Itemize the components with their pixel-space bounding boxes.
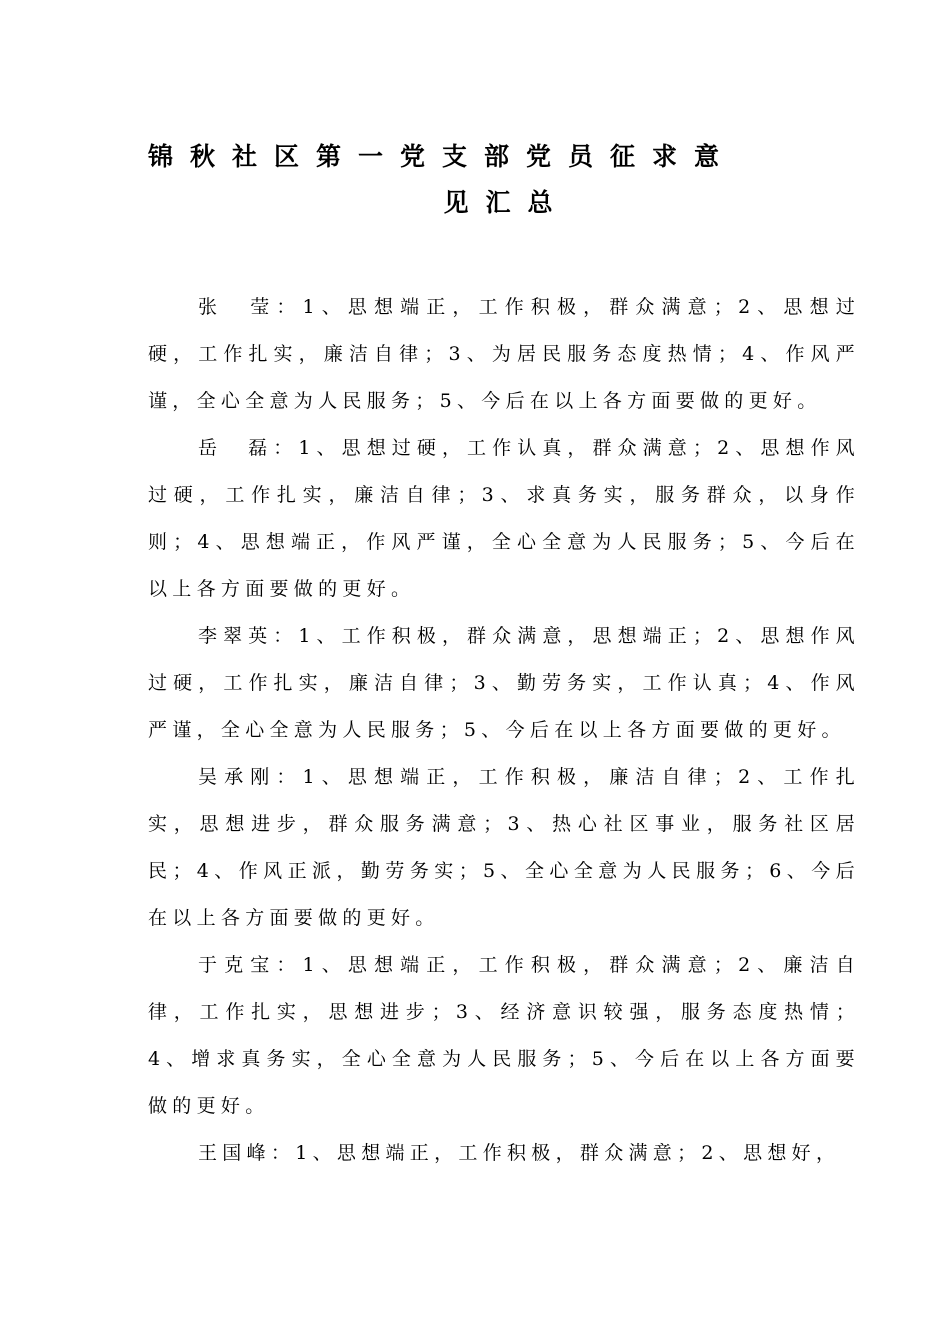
- member-name: 张 莹: [198, 296, 277, 318]
- entry-paragraph: [148, 1130, 860, 1177]
- member-feedback: ：1、思想端正，工作积极，群众满意；2、思想过硬，工作扎实，廉洁自律；3、为居民服务态度热情；4、作风严谨，全心全意为人民服务；5、今后在以上各方面要做的更好。: [148, 296, 860, 412]
- entry-paragraph: [148, 754, 860, 942]
- member-name: 王国峰: [198, 1142, 271, 1164]
- member-feedback: ：1、思想端正，工作积极，群众满意；2、思想好，: [270, 1142, 841, 1164]
- entry-paragraph: [148, 613, 860, 754]
- document-body: [148, 284, 860, 1177]
- entry-paragraph: [148, 425, 860, 613]
- member-feedback: ：1、思想过硬，工作认真，群众满意；2、思想作风过硬，工作扎实，廉洁自律；3、求真务实，服务群众，以身作则；4、思想端正，作风严谨，全心全意为人民服务；5、今后在以上各方面要做的更好。: [148, 437, 860, 600]
- member-feedback: ：1、思想端正，工作积极，群众满意；2、廉洁自律，工作扎实，思想进步；3、经济意识较强，服务态度热情；4、增求真务实，全心全意为人民服务；5、今后在以上各方面要做的更好。: [148, 954, 860, 1117]
- entry-paragraph: [148, 942, 860, 1130]
- member-name: 于克宝: [198, 954, 277, 976]
- document-title-line-1: 锦秋社区第一党支部党员征求意: [148, 142, 737, 171]
- entry-paragraph: [148, 284, 860, 425]
- member-name: 李翠英: [198, 625, 274, 647]
- member-name: 吴承刚: [198, 766, 277, 788]
- document-title-line-2: 见汇总: [443, 188, 570, 217]
- member-feedback: ：1、思想端正，工作积极，廉洁自律；2、工作扎实，思想进步，群众服务满意；3、热心社区事业，服务社区居民；4、作风正派，勤劳务实；5、全心全意为人民服务；6、今后在以上各方面要做的更好。: [148, 766, 860, 929]
- member-name: 岳 磊: [198, 437, 274, 459]
- member-feedback: ：1、工作积极，群众满意，思想端正；2、思想作风过硬，工作扎实，廉洁自律；3、勤劳务实，工作认真；4、作风严谨，全心全意为人民服务；5、今后在以上各方面要做的更好。: [148, 625, 860, 741]
